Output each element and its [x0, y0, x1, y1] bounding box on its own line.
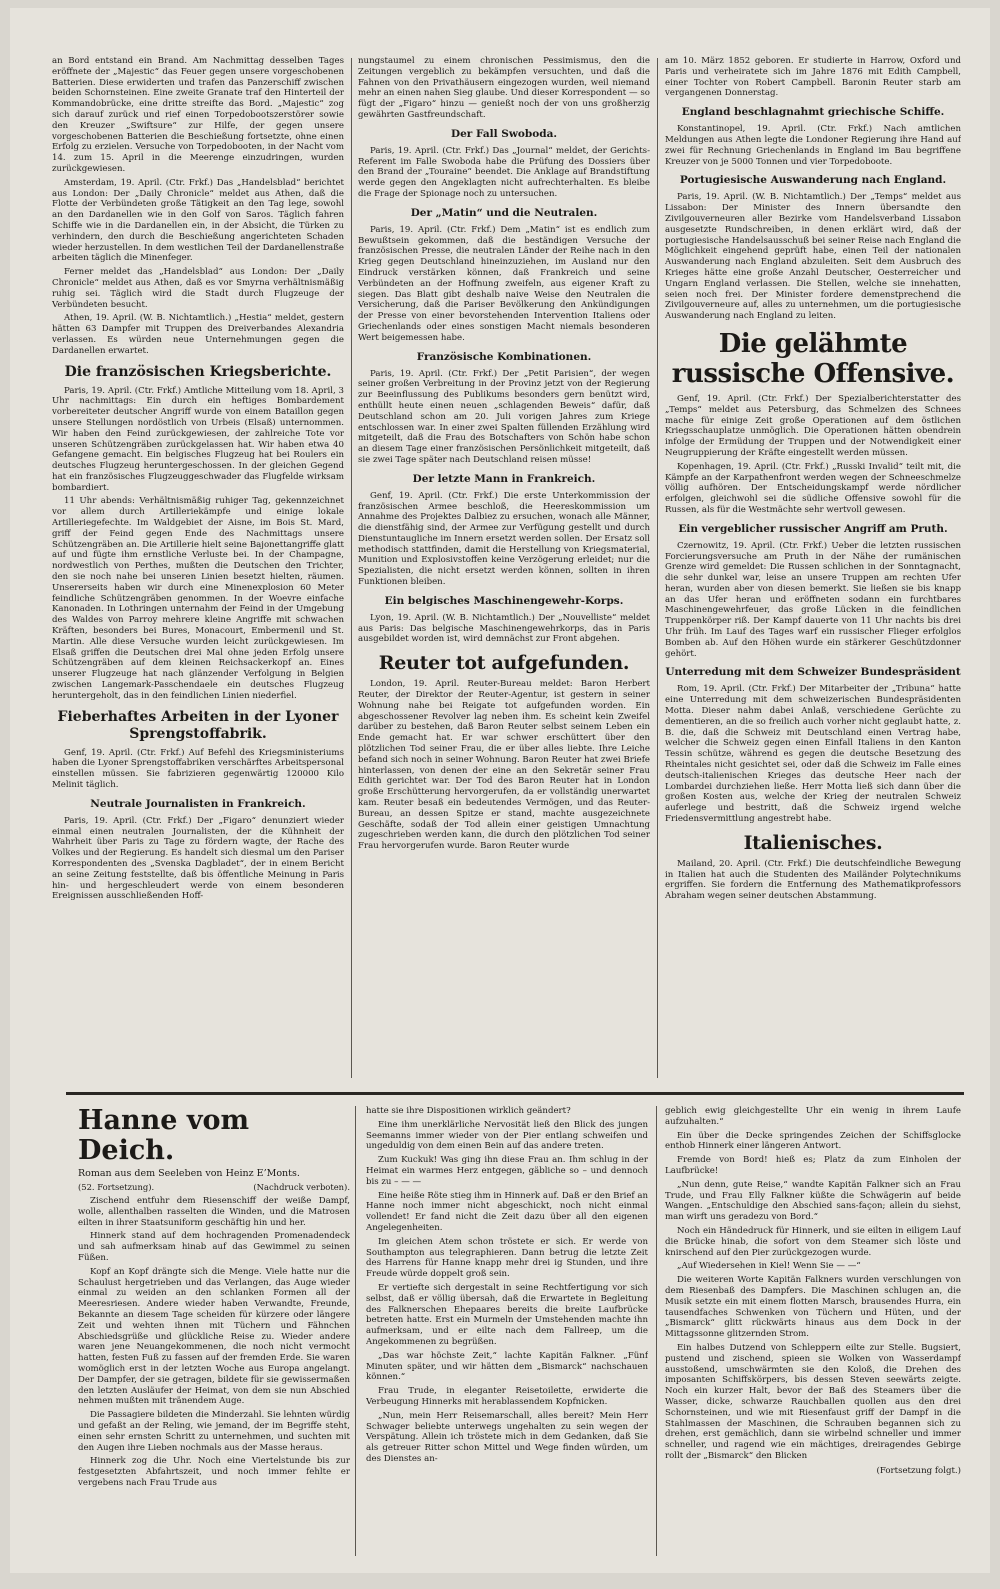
serial-paragraph: Eine heiße Röte stieg ihm in Hinnerk auf. Daß er den Brief an Hanne noch immer nicht abgeschickt, noch nicht einmal vollendet! Er fand nicht die Zeit dazu über all den eigenen Angelegenheiten. [366, 1190, 648, 1233]
article-paragraph: Paris, 19. April. (W. B. Nichtamtlich.) Der „Temps“ meldet aus Lissabon: Der Minister des Innern übersandte den Zivilgouverneuren aller Bezirke vom Handelsverband Lissabon ausgesetzte Rundschreiben, in denen erklärt wird, daß der portugiesische Handelsausschuß bei seiner Reise nach England die Möglichkeit eingehend geprüft habe, einen Teil der nationalen Auswanderung nach England abzuleiten. Seit dem Ausbruch des Krieges hätte eine große Anzahl Deutscher, Oesterreicher und Ungarn England verlassen. Die Stellen, welche sie innehatten, seien noch frei. Der Minister fordere demenstprechend die Zivilgouverneure auf, alles zu unternehmen, um die portugiesische Auswanderung nach England zu leiten. [665, 192, 961, 322]
headline-swoboda: Der Fall Swoboda. [450, 127, 558, 140]
serial-title: Hanne vom Deich. [78, 1106, 250, 1166]
article-paragraph: Lyon, 19. April. (W. B. Nichtamtlich.) Der „Nouvelliste“ meldet aus Paris: Das belgische Maschinengewehrkorps, das in Paris ausgebildet worden ist, wird demnächst zur Front abgehen. [358, 612, 650, 645]
serial-paragraph: Kopf an Kopf drängte sich die Menge. Viele hatte nur die Schaulust hergetrieben und das Verlangen, das Auge wieder einmal zu weiden an den schlanken Formen all der Meeresriesen. Andere wieder haben Verwandte, Freunde, Bekannte an diesem Tage scheiden für kürzere oder längere Zeit und wehten ihnen mit Tüchern und Fähnchen Abschiedsgrüße und glückliche Reise zu. Wieder andere waren jene Neuangekommenen, die noch nicht vermocht hatten, festen Fuß zu fassen auf der fremden Erde. Sie waren womöglich erst in der letzten Woche aus Europa angelangt. Der Dampfer, der sie getragen, bildete für sie gewissermaßen den letzten Ausläufer der Heimat, von dem sie nun Abschied nehmen mußten mit tränendem Auge. [78, 1266, 350, 1407]
serial-paragraph: Er vertiefte sich dergestalt in seine Rechtfertigung vor sich selbst, daß er völlig übersah, daß die Erwartete in Begleitung des Falknerschen Ehepaares bereits die breite Laufbrücke betreten hatte. Erst ein Murmeln der Umstehenden machte ihn aufmerksam, und er eilte nach dem Fallreep, um die Angekommenen zu begrüßen. [366, 1282, 648, 1347]
serial-column-3 [665, 1106, 961, 1566]
continued-note: (Fortsetzung folgt.) [876, 1465, 961, 1476]
article-paragraph: Kopenhagen, 19. April. (Ctr. Frkf.) „Russki Invalid“ teilt mit, die Kämpfe an der Karpathenfront werden wegen der Schneeschmelze völlig aufhören. Der Entscheidungskampf werde nördlicher erfolgen, gleichwohl sei die südliche Offensive sowohl für die Russen, als für die Westmächte sehr wertvoll gewesen. [665, 461, 961, 515]
article-paragraph: 11 Uhr abends: Verhältnismäßig ruhiger Tag, gekennzeichnet vor allem durch Artilleriekämpfe und einige lokale Artilleriegefechte. Im Waldgebiet der Aisne, im Bois St. Mard, griff der Feind gegen Ende des Nachmittags unsere Schützengräben an. Die Artillerie hielt seine Bajonettangriffe glatt auf und fügte ihm ernstliche Verluste bei. In der Champagne, nordwestlich von Perthes, mußten die Deutschen den Trichter, den sie noch nahe bei unseren Linien besetzt hielten, räumen. Unsererseits haben wir durch eine Minenexplosion 60 Meter feindliche Schützengräben genommen. In der Woevre einfache Kanonaden. In Lothringen unternahm der Feind in der Umgebung des Waldes von Parroy mehrere kleine Angriffe mit schwachen Kräften, besonders bei Bures, Monacourt, Embermenil und St. Martin. Alle diese Versuche wurden leicht zurückgewiesen. Im Elsaß griffen die Deutschen drei Mal ohne jeden Erfolg unsere Schützengräben auf dem kleinen Reichsackerkopf an. Eines unserer Flugzeuge hat nach glänzender Verfolgung in Belgien zwischen Langemark-Passchendaele ein deutsches Flugzeug heruntergeholt, das in den feindlichen Linien niederfiel. [52, 496, 344, 701]
headline-italian-news: Italienisches. [743, 831, 883, 854]
headline-french-combinations: Französische Kombinationen. [416, 350, 592, 363]
headline-last-man: Der letzte Mann in Frankreich. [412, 472, 596, 485]
serial-paragraph: Die Passagiere bildeten die Minderzahl. Sie lehnten würdig und gefaßt an der Reling, wie jemand, der im Begriffe steht, einen sehr ernsten Schritt zu unternehmen, und suchten mit den Augen ihre Lieben nochmals aus der Masse heraus. [78, 1410, 350, 1453]
serial-column-1 [78, 1106, 350, 1566]
headline-belgian-mg-corps: Ein belgisches Maschinengewehr-Korps. [384, 594, 624, 607]
article-paragraph: Paris, 19. April. (Ctr. Frkf.) Das „Journal“ meldet, der Gerichts-Referent im Falle Swoboda habe die Prüfung des Dossiers über den Brand der „Touraine“ beendet. Die Anklage auf Brandstiftung werde gegen den Angeklagten nicht aufrechterhalten. Es bleibe die Frage der Spionage noch zu untersuchen. [358, 145, 650, 199]
feuilleton-separator [66, 1092, 964, 1095]
article-paragraph: Genf, 19. April. (Ctr. Frkf.) Der Spezialberichterstatter des „Temps“ meldet aus Petersburg, das Schmelzen des Schnees mache für einige Zeit große Operationen auf dem östlichen Kriegsschauplatze unmöglich. Die Operationen hätten obendrein infolge der Ermüdung der Truppen und der Notwendigkeit einer Neugruppierung der Kräfte eingestellt werden müssen. [665, 393, 961, 458]
headline-pruth-attack: Ein vergeblicher russischer Angriff am Pruth. [678, 522, 948, 535]
serial-paragraph: „Nun denn, gute Reise,“ wandte Kapitän Falkner sich an Frau Trude, und Frau Elly Falkner küßte die Schwägerin auf beide Wangen. „Entschuldige den Abschied sans-façon; allein du siehst, man wirft uns geradezu von Bord.“ [665, 1179, 961, 1223]
column-divider [656, 1106, 657, 1556]
serial-paragraph: Hinnerk stand auf dem hochragenden Promenadendeck und sah aufmerksam hinab auf das Gewimmel zu seinen Füßen. [78, 1231, 350, 1263]
serial-paragraph: Frau Trude, in eleganter Reisetoilette, erwiderte die Verbeugung Hinnerks mit herablassendem Kopfnicken. [366, 1386, 648, 1407]
column-3 [665, 56, 961, 1081]
serial-paragraph: geblich ewig gleichgestellte Uhr ein wenig in ihrem Laufe aufzuhalten.“ [665, 1106, 961, 1127]
column-divider [351, 58, 352, 1078]
column-divider [355, 1106, 356, 1556]
headline-french-war-reports: Die französischen Kriegsberichte. [64, 363, 332, 380]
newspaper-page [10, 8, 990, 1573]
serial-paragraph: Ein halbes Dutzend von Schleppern eilte zur Stelle. Bugsiert, pustend und zischend, spieen sie Wolken von Wasserdampf ausstoßend, umschwärmten sie den Koloß, die Drehen des imposanten Schiffskörpers, bis dessen Steven seewärts zeigte. Noch ein kurzer Halt, bevor der Baß des Steamers über die Wasser, dicke, schwarze Rauchballen quollen aus den drei Schornsteinen, und wie mit Riesenfaust griff der Dampf in die Stahlmassen der Maschinen, die Schrauben begannen sich zu drehen, erst gemächlich, dann sie wirbelnd schneller und immer schneller, und ragend wie ein mächtiges, dreiragendes Gebirge rollt der „Bismarck“ den Blicken [665, 1342, 961, 1461]
article-paragraph: Rom, 19. April. (Ctr. Frkf.) Der Mitarbeiter der „Tribuna“ hatte eine Unterredung mit dem schweizerischen Bundespräsidenten Motta. Dieser nahm dabei Anlaß, verschiedene Gerüchte zu dementieren, an die so freilich auch vorher nicht geglaubt hatte, z. B. die, daß die Schweiz mit Deutschland einen Vertrag habe, welcher die Schweiz gegen einen Einfall Italiens in den Kanton Tessin schütze, während es gegen die deutsche Besetzung des Rheintales nicht gesichtet sei, oder daß die Schweiz im Falle eines deutsch-italienischen Krieges das deutsche Heer nach der Lombardei durchziehen ließe. Herr Motta ließ sich dann über die großen Kosten aus, welche der Krieg der neutralen Schweiz auferlege und bestritt, daß die Schweiz irgend welche Friedensvermittlung angestrebt habe. [665, 684, 961, 825]
article-paragraph: Mailand, 20. April. (Ctr. Frkf.) Die deutschfeindliche Bewegung in Italien hat auch die Studenten des Mailänder Polytechnikums ergriffen. Sie fordern die Entfernung des Mathematikprofessors Abraham wegen seiner deutschen Abstammung. [665, 858, 961, 902]
headline-neutral-journalists: Neutrale Journalisten in Frankreich. [90, 797, 306, 810]
headline-swiss-president: Unterredung mit dem Schweizer Bundespräsident [665, 666, 961, 679]
article-paragraph: Paris, 19. April. (Ctr. Frkf.) Dem „Matin“ ist es endlich zum Bewußtsein gekommen, daß die beständigen Versuche der französischen Presse, die neutralen Länder der Reihe nach in den Krieg gegen Deutschland hineinzuziehen, im Ausland nur den Eindruck verstärken können, daß Frankreich und seine Verbündeten an der Hoffnung zweifeln, aus eigener Kraft zu siegen. Das Blatt gibt deshalb naive Weise den Neutralen die Versicherung, daß die Pariser Bevölkerung den Ankündigungen der Presse von einer bevorstehenden Intervention Italiens oder Griechenlands oder eines sonstigen Macht niemals besonderen Wert beigemessen habe. [358, 224, 650, 343]
serial-paragraph: Zum Kuckuk! Was ging ihn diese Frau an. Ihm schlug in der Heimat ein warmes Herz entgegen, gäbliche so – und dennoch bis zu – — — [366, 1155, 648, 1187]
headline-matin-neutrals: Der „Matin“ und die Neutralen. [410, 206, 598, 219]
serial-paragraph: Eine ihm unerklärliche Nervosität ließ den Blick des jungen Seemanns immer wieder von der Pier entlang schweifen und ungeduldig von dem einen Bein auf das andere treten. [366, 1119, 648, 1152]
column-2 [358, 56, 650, 1081]
article-paragraph: Genf, 19. April. (Ctr. Frkf.) Die erste Unterkommission der französischen Armee beschloß, die Heereskommission um Annahme des Projektes Dalbiez zu ersuchen, wonach alle Männer, die dienstfähig sind, der Armee zur Verfügung gestellt und durch Dienstuntaugliche im Innern ersetzt werden sollen. Der Ersatz soll methodisch stattfinden, damit die Herstellung von Kriegsmaterial, Munition und Explosivstoffen keine Verzögerung erleidet; nur die Spezialisten, die nicht ersetzt werden können, sollten in ihren Funktionen bleiben. [358, 490, 650, 588]
article-paragraph: an Bord entstand ein Brand. Am Nachmittag desselben Tages eröffnete der „Majestic“ das Feuer gegen unsere vorgeschobenen Batterien. Diese erwiderten und trafen das Panzerschiff zwischen beiden Schornsteinen. Eine zweite Granate traf den Hinterteil der Kommandobrücke, eine dritte streifte das Bord. „Majestic“ zog sich darauf zurück und rief einen Torpedobootszerstörer sowie den Kreuzer „Swiftsure“ zur Hilfe, der gegen unsere vorgeschobenen Batterien die Beschießung fortsetzte, ohne einen Erfolg zu erzielen. Versuche von Torpedobooten, in der Nacht vom 14. zum 15. April in die Meerenge einzudringen, wurden zurückgewiesen. [52, 56, 344, 174]
serial-paragraph: Die weiteren Worte Kapitän Falkners wurden verschlungen von dem Riesenbaß des Dampfers. Die Maschinen schlugen an, die Musik setzte ein mit einem flotten Marsch, brausendes Hurra, ein tausendfaches Schwenken von Tüchern und Hüten, und der „Bismarck“ glitt rückwärts hinaus aus dem Dock in der Mittagssonne glitzernden Strom. [665, 1275, 961, 1340]
serial-paragraph: Zischend entfuhr dem Riesenschiff der weiße Dampf, wolle, allenthalben rasselten die Winden, und die Matrosen eilten in ihrer Staatsuniform geschäftig hin und her. [78, 1196, 350, 1228]
article-paragraph: Ferner meldet das „Handelsblad“ aus London: Der „Daily Chronicle“ meldet aus Athen, daß es vor Smyrna verhältnismäßig ruhig sei. Täglich wird die Stadt durch Flugzeuge der Verbündeten besucht. [52, 267, 344, 310]
serial-paragraph: „Das war höchste Zeit,“ lachte Kapitän Falkner. „Fünf Minuten später, und wir hätten dem „Bismarck“ nachschauen können.“ [366, 1350, 648, 1383]
reprint-notice: (Nachdruck verboten). [253, 1182, 350, 1192]
serial-paragraph: Ein über die Decke springendes Zeichen der Schiffsglocke enthob Hinnerk einer längeren Antwort. [665, 1130, 961, 1152]
serial-paragraph: hatte sie ihre Dispositionen wirklich geändert? [366, 1106, 571, 1116]
serial-paragraph: „Auf Wiedersehen in Kiel! Wenn Sie — —“ [677, 1261, 861, 1272]
article-paragraph: Paris, 19. April. (Ctr. Frkf.) Der „Petit Parisien“, der wegen seiner großen Verbreitung in der Provinz jetzt von der Regierung zur Beeinflussung des Publikums besonders gern benützt wird, enthüllt heute einen neuen „schlagenden Beweis“ dafür, daß Deutschland schon am 20. Juli vorigen Jahres zum Kriege entschlossen war. In einer zwei Spalten füllenden Erzählung wird mitgeteilt, daß die Frau des Botschafters von Schön habe schon an diesem Tage einer französischen Persönlichkeit mitgeteilt, daß sie zwei Tage später nach Deutschland reisen müsse! [358, 368, 650, 465]
article-paragraph: Amsterdam, 19. April. (Ctr. Frkf.) Das „Handelsblad“ berichtet aus London: Der „Daily Chronicle“ meldet aus Athen, daß die Flotte der Verbündeten große Tätigkeit an den Tag lege, sowohl an den Dardanellen wie in den Golf von Saros. Täglich fahren Schiffe wie in die Dardanellen ein, in der Absicht, die Türken zu verhindern, den durch die Beschießung angerichteten Schaden wieder herzustellen. In dem westlichen Teil der Dardanellenstraße arbeiten täglich die Minenfeger. [52, 177, 344, 264]
article-paragraph: Paris, 19. April. (Ctr. Frkf.) Amtliche Mitteilung vom 18. April, 3 Uhr nachmittags: Ein durch ein heftiges Bombardement vorbereiteter deutscher Angriff wurde von einem Bataillon gegen unsere Stellungen nordöstlich von Urbeis (Elsaß) unternommen. Wir haben den Feind zurückgewiesen, der zahlreiche Tote vor unseren Schützengräben zurückgelassen hat. Wir haben etwa 40 Gefangene gemacht. Ein belgisches Flugzeug hat bei Roulers ein deutsches Flugzeug heruntergeschossen. In der gleichen Gegend hat ein französisches Flugzeuggeschwader das Flugfelde wirksam bombardiert. [52, 385, 344, 493]
serial-paragraph: Noch ein Händedruck für Hinnerk, und sie eilten in eiligem Lauf die Brücke hinab, die sofort von dem Steamer sich löste und knirschend auf den Pier zurückgezogen wurde. [665, 1225, 961, 1258]
serial-meta [78, 1182, 350, 1192]
article-paragraph: nungstaumel zu einem chronischen Pessimismus, den die Zeitungen vergeblich zu bekämpfen versuchten, und daß die Fahnen von den Privathäusern eingezogen wurden, weil niemand mehr an einen nahen Sieg glaube. Und dieser Korrespondent — so fügt der „Figaro“ hinzu — genießt noch der von uns großherzig gewährten Gastfreundschaft. [358, 56, 650, 120]
article-paragraph: Genf, 19. April. (Ctr. Frkf.) Auf Befehl des Kriegsministeriums haben die Lyoner Sprengstoffabriken verschärftes Arbeitspersonal einstellen müssen. Sie fabrizieren gegenwärtig 120000 Kilo Melinit täglich. [52, 747, 344, 791]
serial-column-2 [366, 1106, 648, 1566]
headline-portuguese-emigration: Portugiesische Auswanderung nach England. [679, 174, 947, 187]
serial-paragraph: Im gleichen Atem schon tröstete er sich. Er werde von Southampton aus telegraphieren. Dann betrug die letzte Zeit des Harrens für Hanne knapp mehr drei ig Stunden, und ihre Freude würde doppelt groß sein. [366, 1236, 648, 1280]
article-paragraph: Konstantinopel, 19. April. (Ctr. Frkf.) Nach amtlichen Meldungen aus Athen legte die Londoner Regierung ihre Hand auf zwei für Rechnung Griechenlands in England im Bau begriffene Kreuzer von je 5000 Tonnen und vier Torpedoboote. [665, 124, 961, 167]
headline-england-seizes-ships: England beschlagnahmt griechische Schiffe. [681, 106, 945, 119]
article-paragraph: Athen, 19. April. (W. B. Nichtamtlich.) „Hestia“ meldet, gestern hätten 63 Dampfer mit Truppen des Dreiverbandes Alexandria verlassen. Es würden neue Unternehmungen gegen die Dardanellen erwartet. [52, 313, 344, 356]
headline-reuter-dead: Reuter tot aufgefunden. [378, 652, 630, 675]
article-paragraph: London, 19. April. Reuter-Bureau meldet: Baron Herbert Reuter, der Direktor der Reuter-Agentur, ist gestern in seiner Wohnung nahe bei Reigate tot aufgefunden worden. Ein abgeschossener Revolver lag neben ihm. Es scheint kein Zweifel darüber zu bestehen, daß Baron Reuter selbst seinem Leben ein Ende gemacht hat. Er war schwer erschüttert über den plötzlichen Tod seiner Frau, die er über alles liebte. Ihre Leiche befand sich noch in seiner Wohnung. Baron Reuter hat zwei Briefe hinterlassen, von denen der eine an den Sekretär seiner Frau Edith gerichtet war. Der Tod des Baron Reuter hat in London große Erschütterung hervorgerufen, da er vollständig unerwartet kam. Reuter besaß ein bedeutendes Vermögen, und das Reuter-Bureau, an dessen Spitze er stand, machte ausgezeichnete Geschäfte, sodaß der Tod allein einer geistigen Umnachtung zugeschrieben werden kann, die durch den plötzlichen Tod seiner Frau hervorgerufen wurde. Baron Reuter wurde [358, 679, 650, 852]
article-paragraph: Czernowitz, 19. April. (Ctr. Frkf.) Ueber die letzten russischen Forcierungsversuche am Pruth in der Nähe der rumänischen Grenze wird gemeldet: Die Russen schlichen in der Sonntagnacht, die sehr dunkel war, leise an unsere Truppen am rechten Ufer heran, wurden aber von diesen bemerkt. Sie ließen sie bis knapp an das Ufer heran und eröffneten sodann ein furchtbares Maschinengewehrfeuer, das große Lücken in die feindlichen Truppenkörper riß. Der Kampf dauerte von 11 Uhr nachts bis drei Uhr früh. Im Lauf des Tages warf ein russischer Flieger erfolglos Bomben ab. Auf den Höhen wurde ein stärkerer Geschützdonner gehört. [665, 540, 961, 659]
headline-russian-offensive: Die gelähmte russische Offensive. [671, 328, 955, 389]
serial-paragraph: Hinnerk zog die Uhr. Noch eine Viertelstunde bis zur festgesetzten Abfahrtszeit, und noch immer fehlte er vergebens nach Frau Trude aus [78, 1456, 350, 1488]
serial-subtitle: Roman aus dem Seeleben von Heinz E’Monts. [78, 1168, 300, 1179]
serial-part-number: (52. Fortsetzung). [78, 1182, 155, 1192]
column-1 [52, 56, 344, 1081]
article-paragraph: Paris, 19. April. (Ctr. Frkf.) Der „Figaro“ denunziert wieder einmal einen neutralen Journalisten, der die Kühnheit der Wahrheit über Paris zu Tage zu fördern wagte, der Rache des Volkes und der Regierung. Es handelt sich diesmal um den Pariser Korrespondenten des „Svenska Dagbladet“, der in einem Bericht an seine Zeitung feststellte, daß bis öffentliche Meinung in Paris hin- und hergeschleudert werde von einem besonderen Ereignissen ausschließenden Hoff- [52, 815, 344, 902]
column-divider [657, 58, 658, 1078]
serial-paragraph: Fremde von Bord! hieß es; Platz da zum Einholen der Laufbrücke! [665, 1155, 961, 1176]
serial-paragraph: „Nun, mein Herr Reisemarschall, alles bereit? Mein Herr Schwager beliebte unterwegs ungehalten zu sein wegen der Verspätung. Allein ich tröstete mich in dem Gedanken, daß Sie als getreuer Ritter schon Mittel und Wege finden würden, um des Dienstes an- [366, 1410, 648, 1464]
headline-lyon-explosives: Fieberhaftes Arbeiten in der Lyoner Sprengstoffabrik. [57, 708, 339, 742]
article-paragraph: am 10. März 1852 geboren. Er studierte in Harrow, Oxford und Paris und verheiratete sich im Jahre 1876 mit Edith Campbell, einer Tochter von Robert Campbell. Baronin Reuter starb am vergangenen Donnerstag. [665, 56, 961, 99]
